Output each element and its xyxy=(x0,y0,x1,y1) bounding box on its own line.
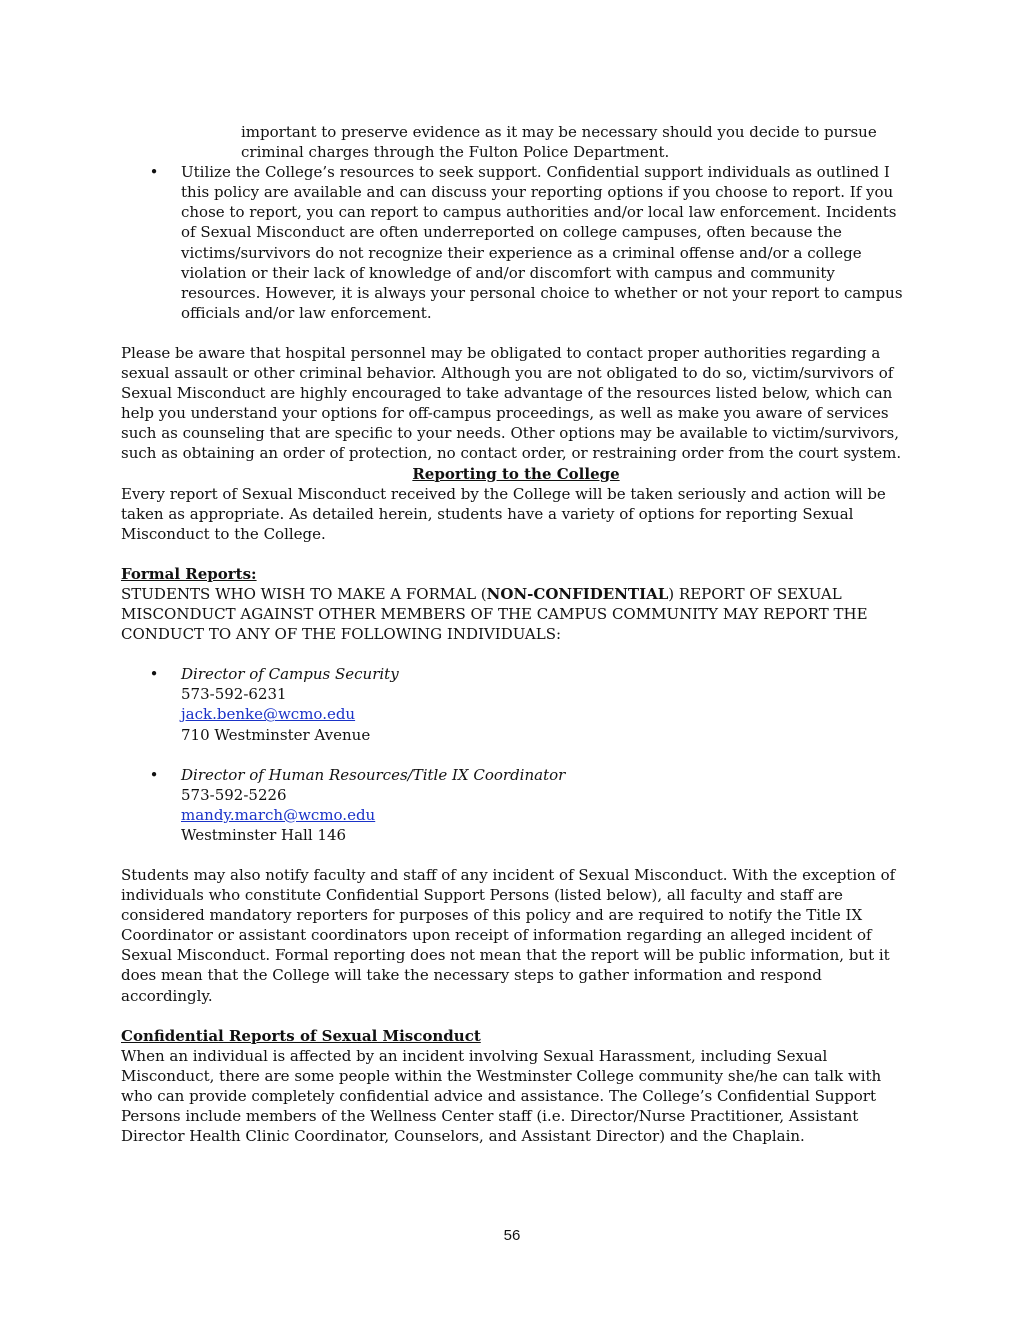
spacer xyxy=(121,1006,911,1026)
contact-title-ix-coordinator xyxy=(121,765,911,845)
continuation-line-2: criminal charges through the Fulton Police Department. xyxy=(241,143,670,162)
hospital-paragraph: Please be aware that hospital personnel may be obligated to contact proper authorities regarding a sexual assault or other criminal behavior. Although you are not obligated to do so, victim/survivors of Sexual Misconduct are highly encouraged to take advantage of the resources listed below, which can help you understand your options for off-campus proceedings, as well as make you aware of services such as counseling that are specific to your needs. Other options may be available to victim/survivors, such as obtaining an order of protection, no contact order, or restraining order from the court system. xyxy=(121,343,902,463)
spacer xyxy=(121,544,911,564)
confidential-reports-heading: Confidential Reports of Sexual Misconduct xyxy=(121,1026,481,1045)
bullet-icon: • xyxy=(149,163,159,182)
formal-intro-after: ) REPORT OF SEXUAL MISCONDUCT AGAINST OTHER MEMBERS OF THE CAMPUS COMMUNITY MAY REPORT THE CONDUCT TO ANY OF THE FOLLOWING INDIVIDUALS: xyxy=(121,584,868,644)
spacer xyxy=(121,323,911,343)
reporting-heading: Reporting to the College xyxy=(412,464,620,483)
contact-location: Westminster Hall 146 xyxy=(181,825,347,844)
contact-title: Director of Human Resources/Title IX Coordinator xyxy=(181,765,566,784)
contact-email-link[interactable]: jack.benke@wcmo.edu xyxy=(181,705,356,724)
contact-campus-security xyxy=(121,664,911,744)
bullet-icon: • xyxy=(149,665,159,684)
spacer xyxy=(121,745,911,765)
formal-reports-intro xyxy=(121,584,911,644)
bullet-utilize-resources xyxy=(121,162,911,323)
confidential-paragraph: When an individual is affected by an incident involving Sexual Harassment, including Sexual Misconduct, there are some people within the Westminster College community she/he can talk with who can provide completely confidential advice and assistance. The College’s Confidential Support Persons include members of the Wellness Center staff (i.e. Director/Nurse Practitioner, Assistant Director Health Clinic Coordinator, Counselors, and Assistant Director) and the Chaplain. xyxy=(121,1046,882,1146)
spacer xyxy=(121,644,911,664)
spacer xyxy=(121,845,911,865)
contact-phone: 573-592-6231 xyxy=(181,685,287,704)
continuation-line-1: important to preserve evidence as it may be necessary should you decide to pursue xyxy=(241,123,877,141)
contact-email-link[interactable]: mandy.march@wcmo.edu xyxy=(181,805,376,824)
formal-reports-heading: Formal Reports: xyxy=(121,564,257,583)
contact-location: 710 Westminster Avenue xyxy=(181,725,371,744)
formal-intro-bold: NON-CONFIDENTIAL xyxy=(486,584,669,603)
faculty-paragraph: Students may also notify faculty and staff of any incident of Sexual Misconduct. With the exception of individuals who constitute Confidential Support Persons (listed below), all faculty and staff are considered mandatory reporters for purposes of this policy and are required to notify the Title IX Coordinator or assistant coordinators upon receipt of information regarding an alleged incident of Sexual Misconduct. Formal reporting does not mean that the report will be public information, but it does mean that the College will take the necessary steps to gather information and respond accordingly. xyxy=(121,866,896,1005)
page-number: 56 xyxy=(503,1227,521,1244)
formal-intro-before: STUDENTS WHO WISH TO MAKE A FORMAL ( xyxy=(121,584,487,603)
reporting-paragraph: Every report of Sexual Misconduct received by the College will be taken seriously and action will be taken as appropriate. As detailed herein, students have a variety of options for reporting Sexual Misconduct to the College. xyxy=(121,484,886,543)
contact-title: Director of Campus Security xyxy=(181,665,399,684)
bullet-utilize-text: Utilize the College’s resources to seek support. Confidential support individuals as outlined I this policy are available and can discuss your reporting options if you choose to report. If you chose to report, you can report to campus authorities and/or local law enforcement. Incidents of Sexual Misconduct are often underreported on college campuses, often because the victims/survivors do not recognize their experience as a criminal offense and/or a college violation or their lack of knowledge of and/or discomfort with campus and community resources. However, it is always your personal choice to whether or not your report to campus officials and/or law enforcement. xyxy=(181,163,903,322)
bullet-icon: • xyxy=(149,765,159,784)
document-page xyxy=(121,122,911,1146)
contact-phone: 573-592-5226 xyxy=(181,785,287,804)
